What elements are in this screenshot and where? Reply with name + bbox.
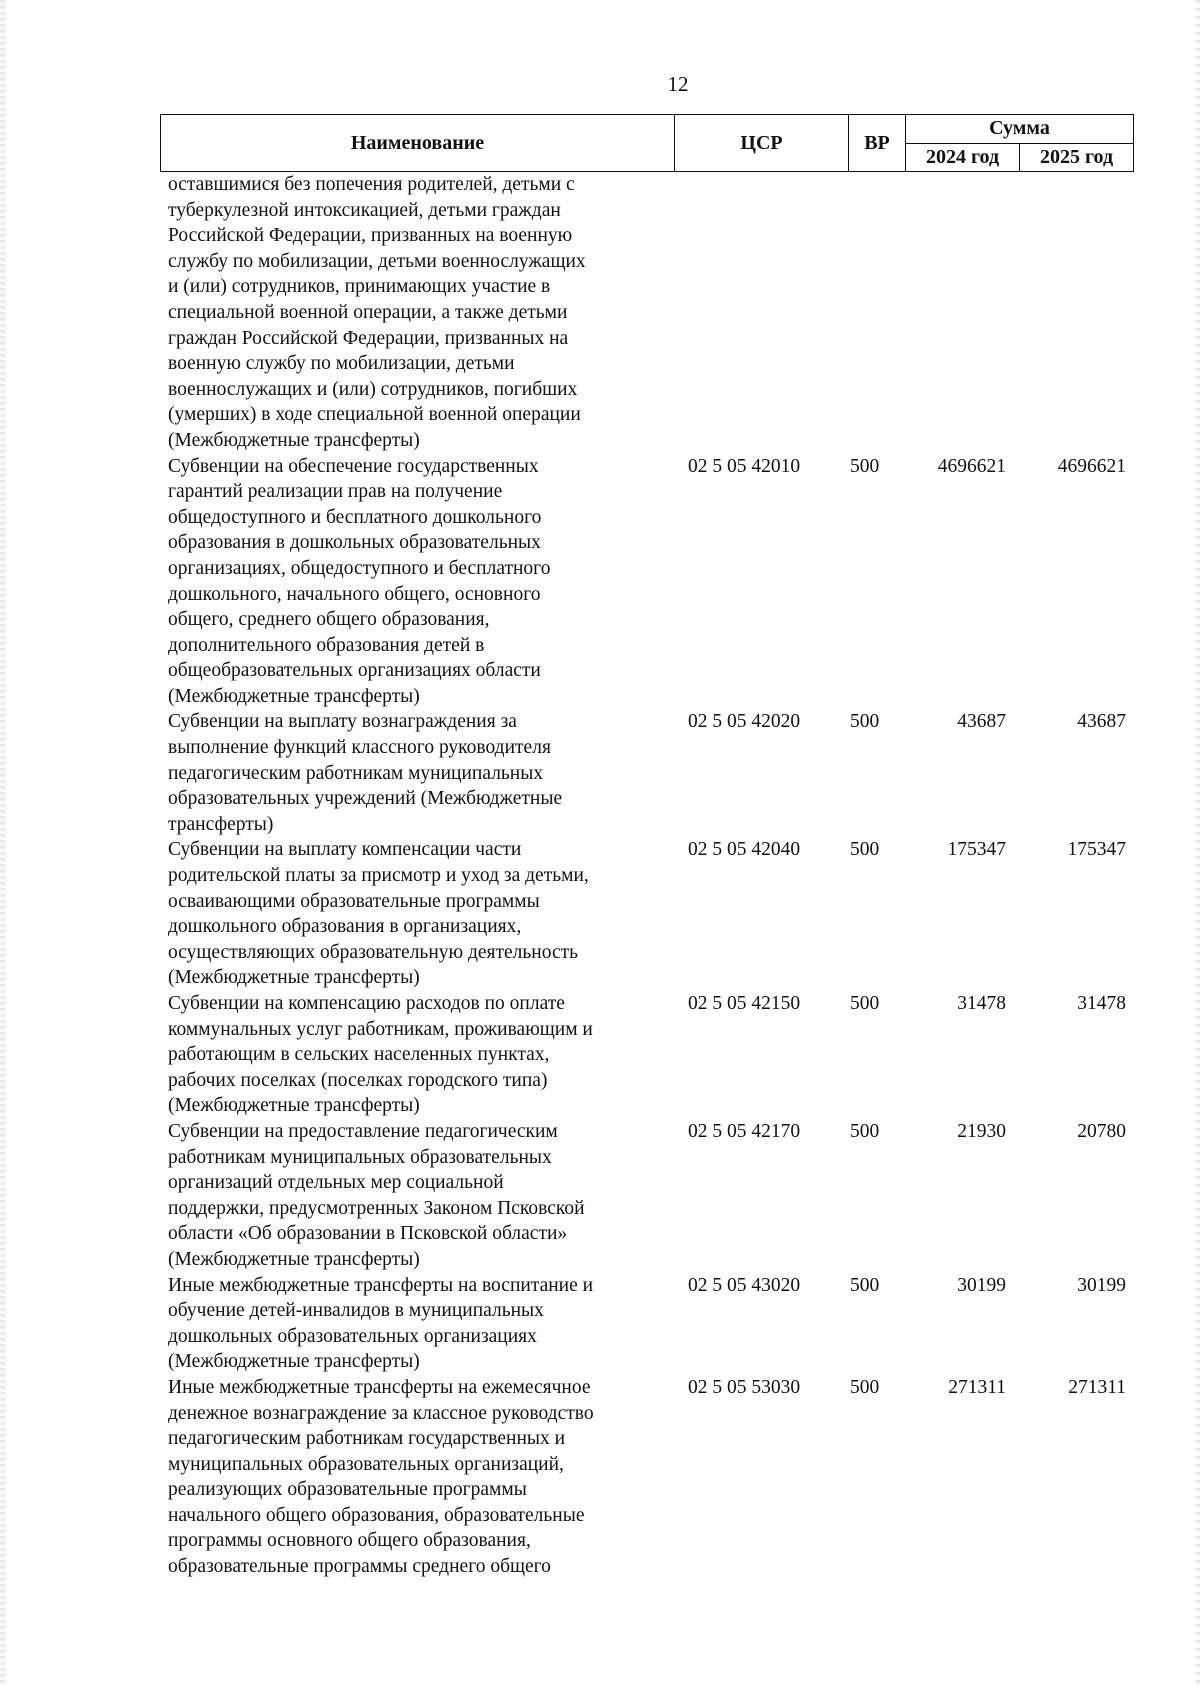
row-sum-2024: 175347 <box>947 839 1006 861</box>
scan-edge-left <box>0 0 6 1686</box>
table-header <box>160 114 1134 172</box>
table-row <box>160 454 1134 710</box>
header-vr: ВР <box>849 115 906 172</box>
table-row <box>160 991 1134 1119</box>
row-csr: 02 5 05 42040 <box>688 839 801 861</box>
scan-edge-right <box>1196 0 1200 1686</box>
row-sum-2024: 31478 <box>957 993 1006 1014</box>
row-name: Субвенции на обеспечение государственных гарантий реализации прав на получение общедоступного и бесплатного дошкольного образования в дошкольных образовательных организациях, общедоступного и бесплатного дошкольного, начального общего, основного общего, среднего общего образования, дополнительного образования детей в общеобразовательных организациях области (Межбюджетные трансферты) <box>168 455 551 707</box>
row-sum-2024: 21930 <box>957 1120 1006 1142</box>
row-sum-2025: 175347 <box>1067 839 1126 861</box>
table-row <box>160 172 1134 454</box>
row-csr: 02 5 05 53030 <box>688 1376 801 1398</box>
row-vr: 500 <box>850 711 880 733</box>
row-vr: 500 <box>850 1376 880 1398</box>
table-row <box>160 1273 1134 1375</box>
table-row <box>160 709 1134 837</box>
row-name: Иные межбюджетные трансферты на ежемесячное денежное вознаграждение за классное руководство педагогическим работникам государственных и муниципальных образовательных организаций, реализующих образовательные программы начального общего образования, образовательные программы основного общего образования, образовательные программы среднего общего <box>168 1376 594 1578</box>
row-sum-2025: 43687 <box>1077 711 1126 733</box>
row-sum-2025: 271311 <box>1068 1376 1126 1398</box>
row-sum-2024: 4696621 <box>937 455 1006 477</box>
row-csr: 02 5 05 42150 <box>688 993 801 1014</box>
header-year-2024: 2024 год <box>906 143 1020 172</box>
row-sum-2024: 30199 <box>957 1274 1006 1296</box>
table-row <box>160 1375 1134 1580</box>
row-csr: 02 5 05 43020 <box>688 1274 801 1296</box>
row-csr: 02 5 05 42020 <box>688 711 801 733</box>
row-vr: 500 <box>850 993 880 1014</box>
row-name: Иные межбюджетные трансферты на воспитание и обучение детей-инвалидов в муниципальных дошкольных образовательных организациях (Межбюджетные трансферты) <box>168 1274 594 1373</box>
header-sum: Сумма <box>906 115 1134 144</box>
row-name: оставшимися без попечения родителей, детьми с туберкулезной интоксикацией, детьми граждан Российской Федерации, призванных на военную службу по мобилизации, детьми военнослужащих и (или) сотрудников, принимающих участие в специальной военной операции, а также детьми граждан Российской Федерации, призванных на военную службу по мобилизации, детьми военнослужащих и (или) сотрудников, погибших (умерших) в ходе специальной военной операции (Межбюджетные трансферты) <box>168 174 586 451</box>
header-name: Наименование <box>161 115 675 172</box>
row-name: Субвенции на предоставление педагогическим работникам муниципальных образовательных организаций отдельных мер социальной поддержки, предусмотренных Законом Псковской области «Об образовании в Псковской области» (Межбюджетные трансферты) <box>168 1120 585 1270</box>
row-sum-2025: 30199 <box>1077 1274 1126 1296</box>
row-vr: 500 <box>850 1274 880 1296</box>
row-vr: 500 <box>850 455 880 477</box>
table-row <box>160 837 1134 991</box>
row-sum-2025: 31478 <box>1077 993 1126 1014</box>
row-name: Субвенции на выплату компенсации части родительской платы за присмотр и уход за детьми, осваивающими образовательные программы дошкольного образования в организациях, осуществляющих образовательную деятельность (Межбюджетные трансферты) <box>168 839 589 989</box>
row-csr: 02 5 05 42010 <box>688 455 801 477</box>
row-sum-2025: 20780 <box>1077 1120 1126 1142</box>
header-csr: ЦСР <box>675 115 849 172</box>
row-vr: 500 <box>850 839 880 861</box>
row-csr: 02 5 05 42170 <box>688 1120 801 1142</box>
header-year-2025: 2025 год <box>1020 143 1134 172</box>
row-sum-2024: 271311 <box>948 1376 1006 1398</box>
row-name: Субвенции на выплату вознаграждения за выполнение функций классного руководителя педагогическим работникам муниципальных образовательных учреждений (Межбюджетные трансферты) <box>168 711 563 835</box>
row-name: Субвенции на компенсацию расходов по оплате коммунальных услуг работникам, проживающим и работающим в сельских населенных пунктах, рабочих поселках (поселках городского типа) (Межбюджетные трансферты) <box>168 993 593 1117</box>
row-vr: 500 <box>850 1120 880 1142</box>
page-number: 12 <box>667 72 689 96</box>
table-row <box>160 1119 1134 1273</box>
row-sum-2024: 43687 <box>957 711 1006 733</box>
row-sum-2025: 4696621 <box>1057 455 1126 477</box>
table-body <box>160 172 1134 1580</box>
